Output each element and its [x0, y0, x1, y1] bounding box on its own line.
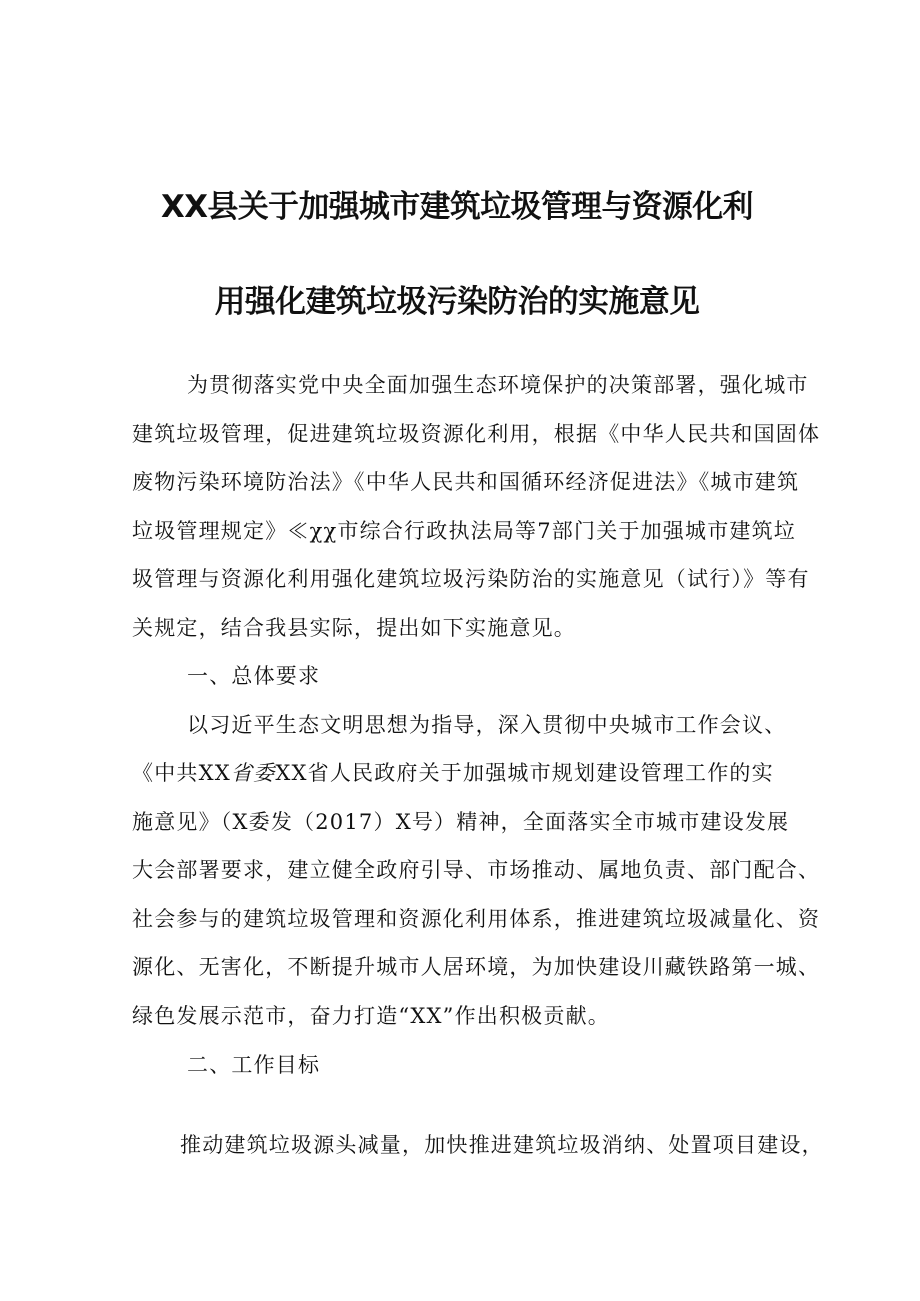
paragraph-line: 施意见》（X委发（2017）X号）精神，全面落实全市城市建设发展 [132, 810, 790, 834]
paragraph-line: 垃圾管理规定》≪χχ市综合行政执法局等7部门关于加强城市建筑垃 [132, 519, 797, 543]
paragraph-line: 关规定，结合我县实际，提出如下实施意见。 [132, 616, 576, 640]
paragraph-line: 社会参与的建筑垃圾管理和资源化利用体系，推进建筑垃圾减量化、资 [132, 907, 821, 931]
paragraph-line: 大会部署要求，建立健全政府引导、市场推动、属地负责、部门配合、 [132, 858, 821, 882]
document-title-line-2: 用强化建筑垃圾污染防治的实施意见 [214, 284, 700, 320]
paragraph-line: 废物污染环境防治法》《中华人民共和国循环经济促进法》《城市建筑 [132, 470, 800, 494]
paragraph-line: 推动建筑垃圾源头减量，加快推进建筑垃圾消纳、处置项目建设， [180, 1133, 824, 1157]
paragraph-line: 圾管理与资源化利用强化建筑垃圾污染防治的实施意见（试行）》等有 [132, 567, 810, 591]
paragraph-line [132, 759, 774, 787]
paragraph-line: 绿色发展示范市，奋力打造“XX”作出积极贡献。 [132, 1004, 610, 1028]
paragraph-line: 为贯彻落实党中央全面加强生态环境保护的决策部署，强化城市 [187, 373, 809, 397]
paragraph-fragment-italic: 省委 [230, 761, 276, 785]
paragraph-line: 以习近平生态文明思想为指导，深入贯彻中央城市工作会议、 [187, 713, 787, 737]
document-title-line-1: XX县关于加强城市建筑垃圾管理与资源化利 [161, 189, 753, 225]
section-heading: 二、工作目标 [187, 1053, 321, 1077]
paragraph-line: 建筑垃圾管理，促进建筑垃圾资源化利用，根据《中华人民共和国固体 [132, 422, 821, 446]
paragraph-fragment: 《中共XX [132, 761, 231, 785]
paragraph-line: 源化、无害化，不断提升城市人居环境，为加快建设川藏铁路第一城、 [132, 955, 821, 979]
paragraph-fragment: XX省人民政府关于加强城市规划建设管理工作的实 [275, 761, 774, 785]
section-heading: 一、总体要求 [187, 664, 321, 688]
